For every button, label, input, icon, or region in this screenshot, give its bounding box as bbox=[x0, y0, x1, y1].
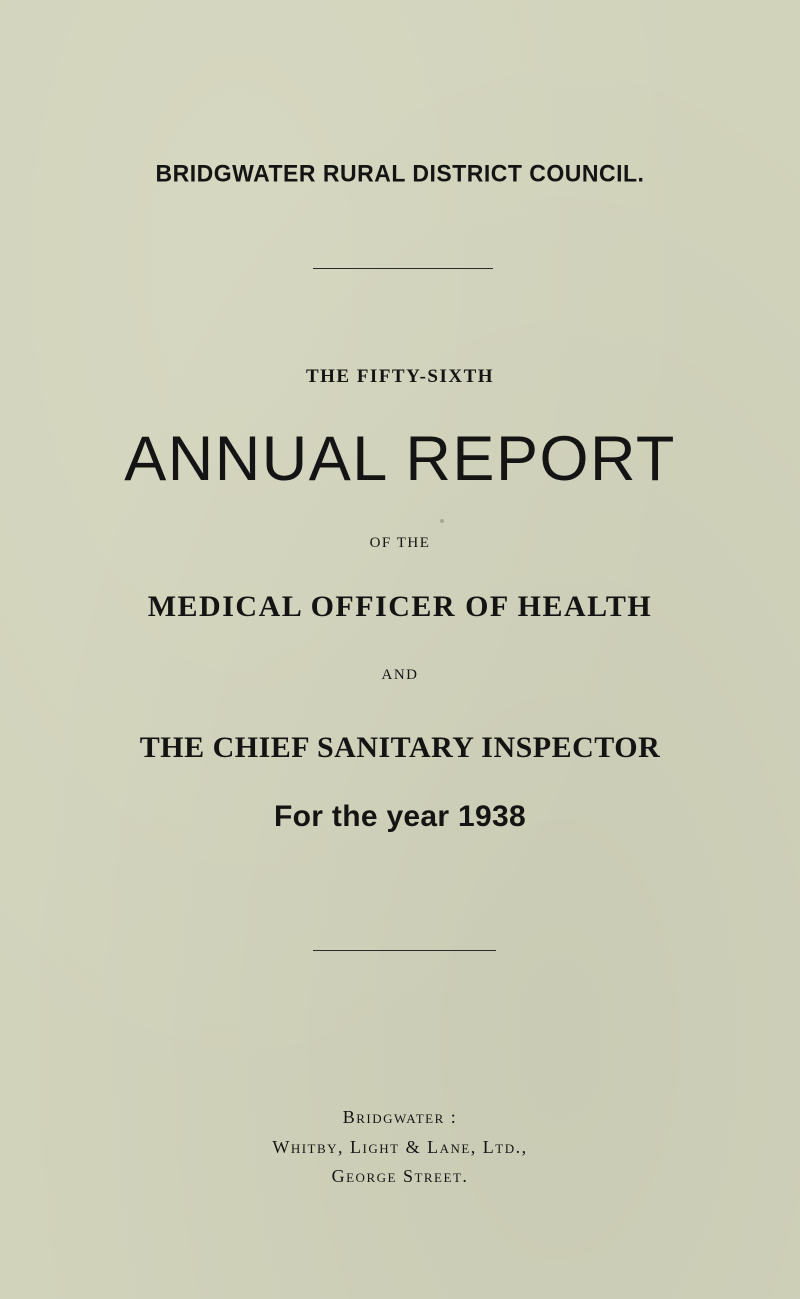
and-line: AND bbox=[381, 667, 419, 683]
officer-heading: MEDICAL OFFICER OF HEALTH bbox=[147, 590, 653, 623]
top-divider bbox=[313, 268, 493, 269]
of-the-line: OF THE bbox=[369, 535, 431, 551]
imprint-street: George Street. bbox=[331, 1166, 469, 1186]
print-speck bbox=[440, 519, 444, 523]
ordinal-line: THE FIFTY-SIXTH bbox=[305, 366, 495, 387]
year-line: For the year 1938 bbox=[274, 800, 526, 833]
report-title: ANNUAL REPORT bbox=[124, 424, 676, 494]
imprint-printer: Whitby, Light & Lane, Ltd., bbox=[272, 1137, 528, 1157]
imprint-place: Bridgwater : bbox=[342, 1107, 458, 1127]
bottom-divider bbox=[313, 950, 496, 951]
inspector-heading: THE CHIEF SANITARY INSPECTOR bbox=[139, 731, 661, 764]
council-heading: BRIDGWATER RURAL DISTRICT COUNCIL. bbox=[155, 159, 645, 187]
